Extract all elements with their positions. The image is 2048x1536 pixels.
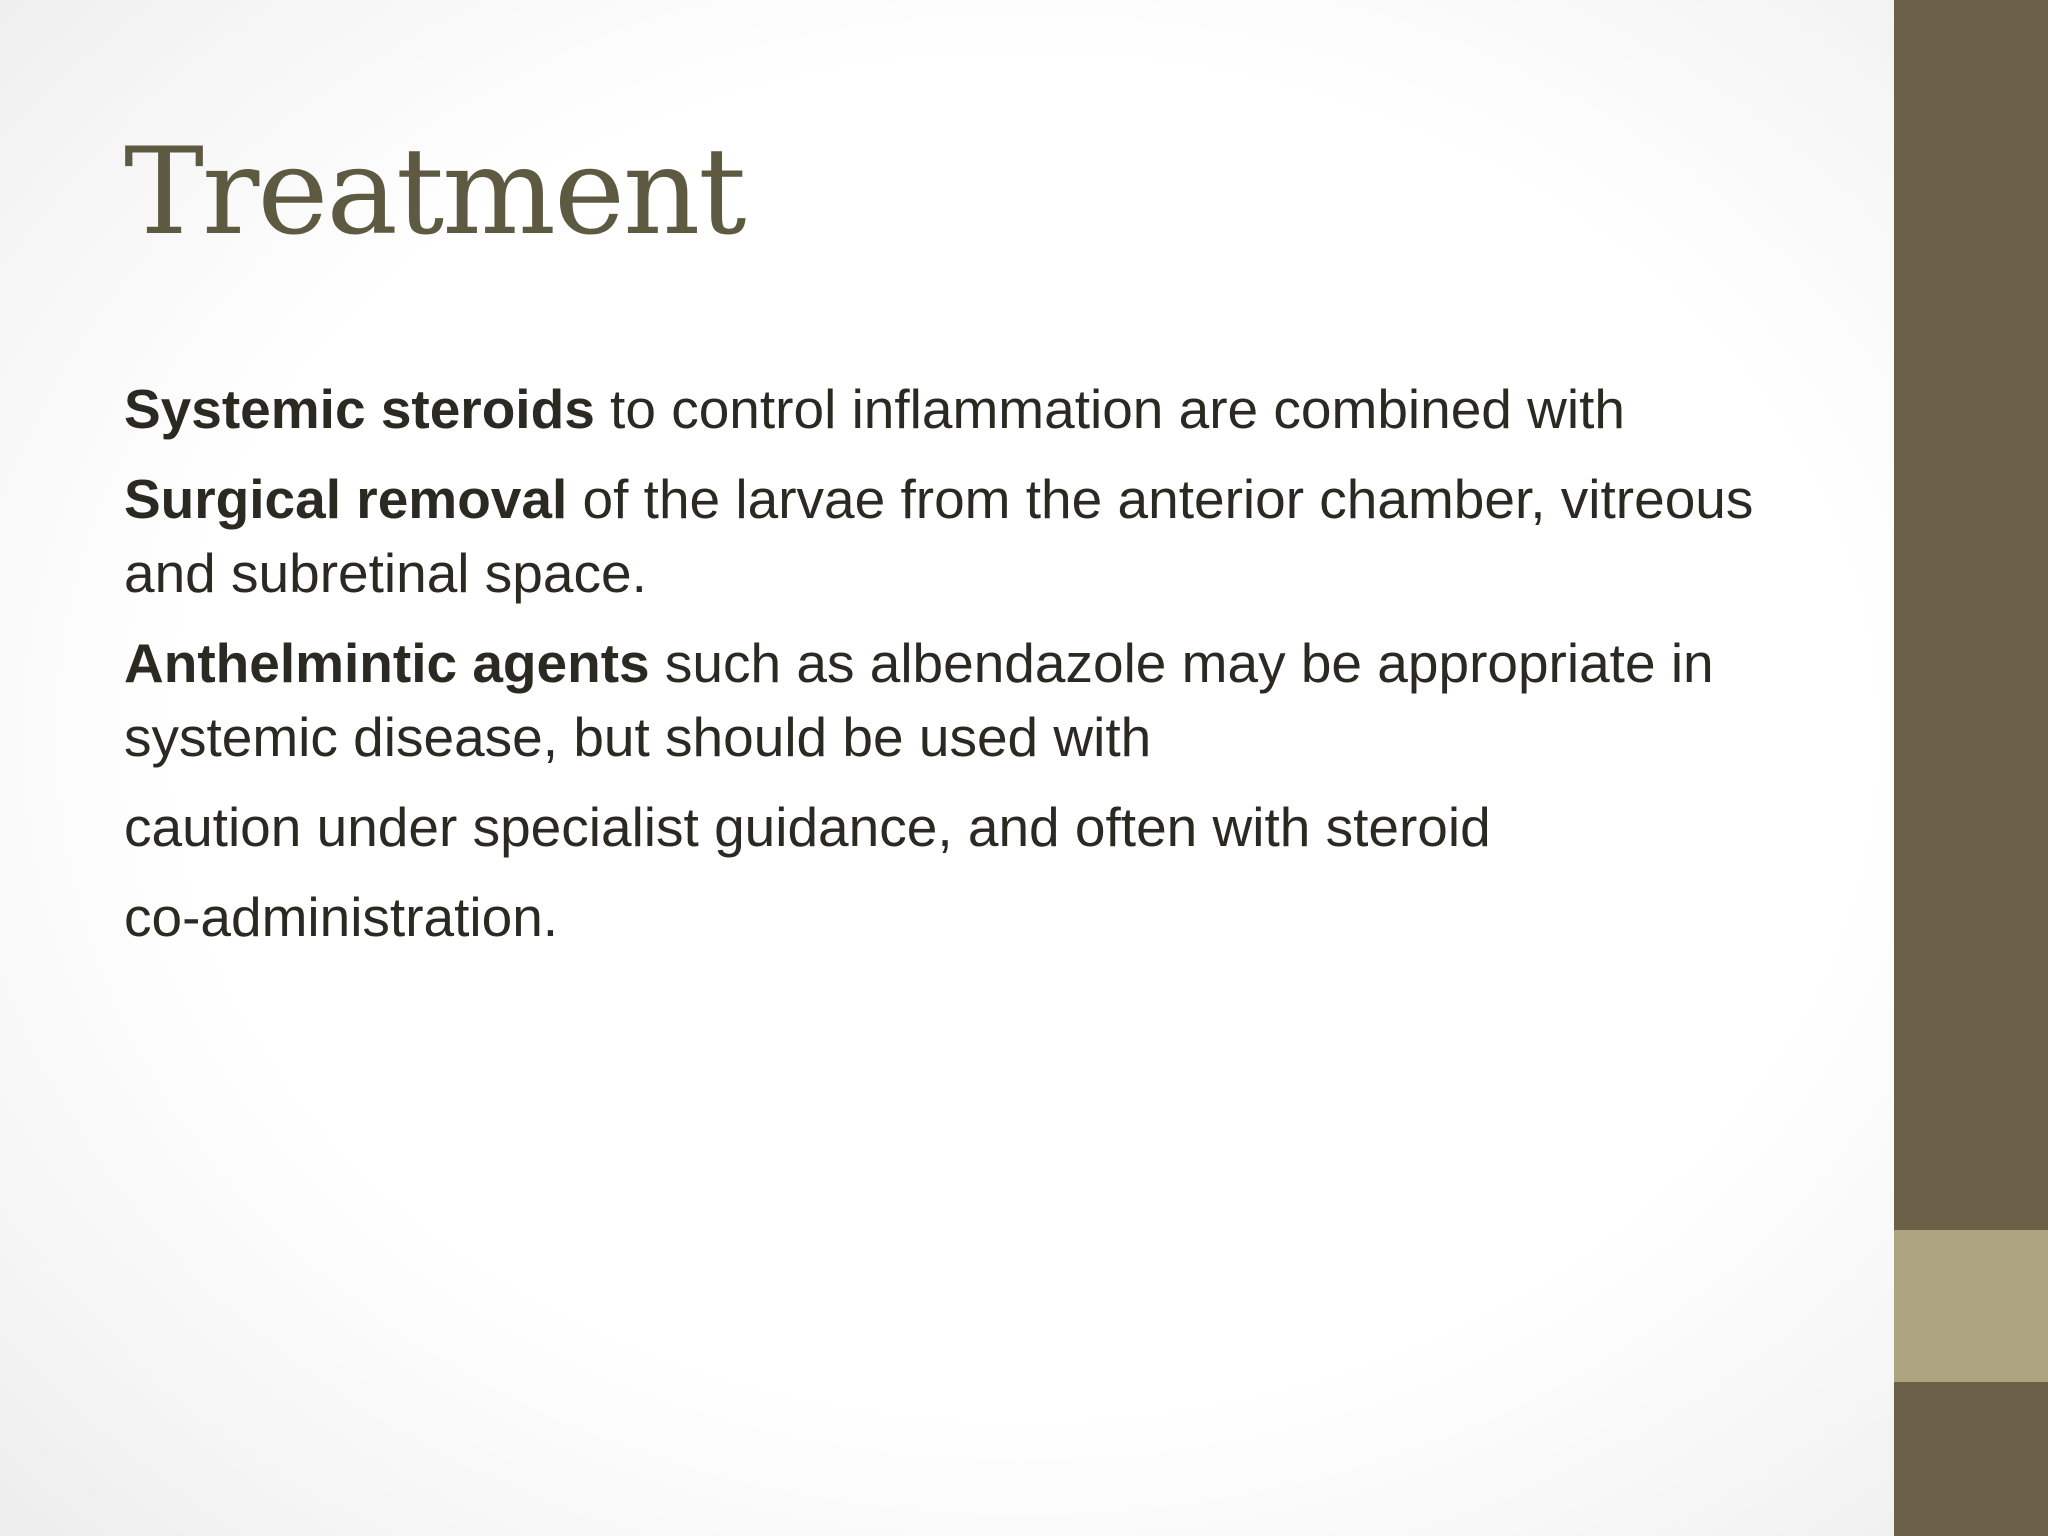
paragraph-bold-lead: Anthelmintic agents	[124, 632, 650, 694]
paragraph-anthelmintic-agents	[124, 626, 1844, 774]
paragraph-bold-lead: Systemic steroids	[124, 378, 595, 440]
paragraph-caution	[124, 790, 1844, 864]
paragraph-text: caution under specialist guidance, and often with steroid	[124, 796, 1491, 858]
paragraph-bold-lead: Surgical removal	[124, 468, 568, 530]
paragraph-co-administration	[124, 880, 1844, 954]
paragraph-text: co-administration.	[124, 886, 559, 948]
paragraph-text: to control inflammation are combined with	[594, 378, 1625, 440]
paragraph-text: of the larvae from the anterior chamber, vitreous and subretinal space.	[124, 468, 1754, 604]
slide-title: Treatment	[124, 123, 745, 262]
slide-body	[124, 372, 1844, 970]
paragraph-surgical-removal	[124, 462, 1844, 610]
side-bar-accent	[1894, 1230, 2048, 1382]
paragraph-systemic-steroids	[124, 372, 1844, 446]
paragraph-text: such as albendazole may be appropriate in systemic disease, but should be used with	[124, 632, 1714, 768]
